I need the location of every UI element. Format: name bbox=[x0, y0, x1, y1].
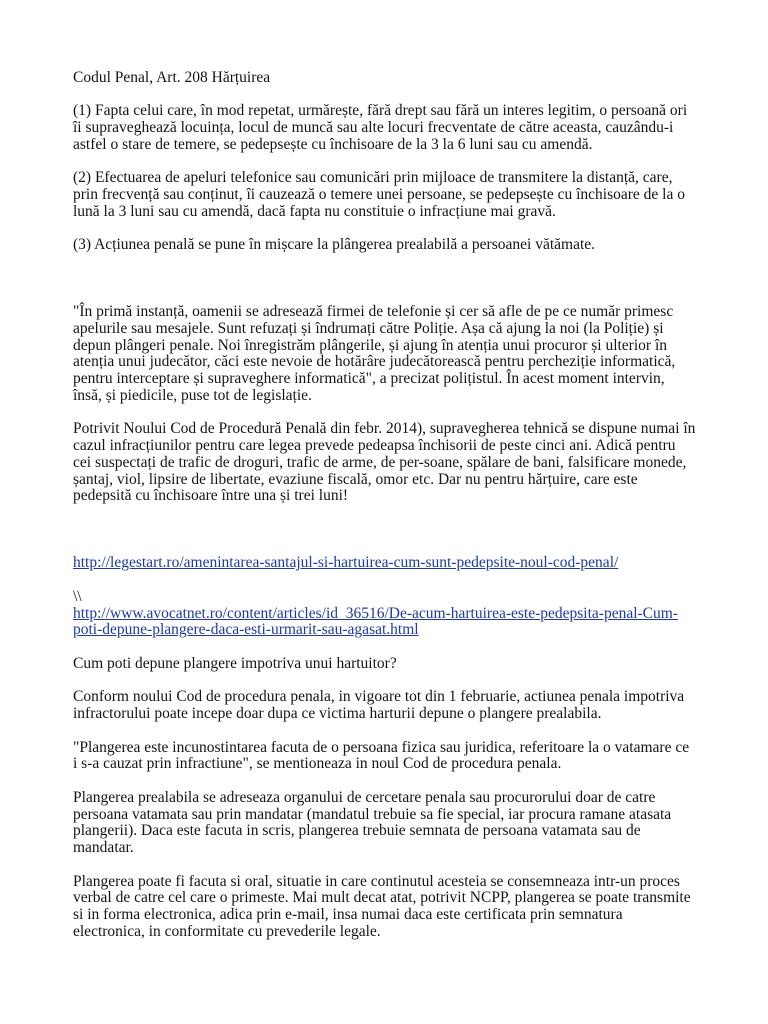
document-body bbox=[73, 70, 763, 941]
faq-answer-2 bbox=[73, 740, 763, 774]
faq-question bbox=[73, 656, 763, 673]
paragraph-line: Plangerea prealabila se adreseaza organului de cercetare penala sau procurorului doar de catre bbox=[73, 788, 656, 806]
paragraph-line: persoana vatamata sau prin mandatar (mandatul trebuie sa fie special, iar procura ramane atasata bbox=[73, 805, 672, 823]
link-line: poti-depune-plangere-daca-esti-urmarit-sau-agasat.html bbox=[73, 621, 419, 639]
paragraph-line: depun plângeri penale. Noi înregistrăm plângerile, și ajung în atenția unui procuror și ulterior în bbox=[73, 336, 667, 354]
procedure-note-paragraph bbox=[73, 421, 763, 505]
paragraph-line: infractorului poate incepe doar dupa ce victima harturii depune o plangere prealabila. bbox=[73, 705, 602, 723]
paragraph-line: verbal de catre cel care o primeste. Mai mult decat atat, potrivit NCPP, plangerea se poate transmite bbox=[73, 889, 691, 907]
paragraph-line: apelurile sau mesajele. Sunt refuzați și îndrumați către Poliție. Așa că ajung la noi (la Poliție) și bbox=[73, 319, 664, 337]
legestart-link[interactable] bbox=[73, 555, 763, 572]
paragraph-line: electronica, in conformitate cu prevederile legale. bbox=[73, 922, 381, 940]
article-paragraph-3 bbox=[73, 237, 763, 254]
question-line: Cum poti depune plangere impotriva unui hartuitor? bbox=[73, 654, 397, 672]
paragraph-line: plangerii). Daca este facuta in scris, plangerea trebuie semnata de persoana vatamata sau de bbox=[73, 822, 641, 840]
document-title bbox=[73, 70, 763, 87]
paragraph-line: (1) Fapta celui care, în mod repetat, urmărește, fără drept sau fără un interes legitim, o persoană ori bbox=[73, 102, 688, 119]
link-line: http://legestart.ro/amenintarea-santajul-si-hartuirea-cum-sunt-pedepsite-noul-cod-penal/ bbox=[73, 554, 619, 572]
paragraph-line: Conform noului Cod de procedura penala, in vigoare tot din 1 februarie, actiunea penala impotriva bbox=[73, 688, 685, 706]
faq-answer-4 bbox=[73, 874, 763, 941]
title-line: Codul Penal, Art. 208 Hărțuirea bbox=[73, 68, 271, 86]
paragraph-line: astfel o stare de temere, se pedepsește cu închisoare de la 3 la 6 luni sau cu amendă. bbox=[73, 135, 593, 153]
paragraph-line: mandatar. bbox=[73, 839, 134, 857]
faq-answer-3 bbox=[73, 790, 763, 857]
paragraph-line: pedepsită cu închisoare între una și trei luni! bbox=[73, 487, 349, 505]
paragraph-line: însă, și piedicile, puse tot de legislație. bbox=[73, 386, 312, 404]
paragraph-line: (3) Acțiunea penală se pune în mișcare la plângerea prealabilă a persoanei vătămate. bbox=[73, 236, 596, 253]
article-paragraph-1 bbox=[73, 103, 763, 153]
paragraph-line: (2) Efectuarea de apeluri telefonice sau comunicări prin mijloace de transmitere la distanță, care, bbox=[73, 169, 673, 186]
avocatnet-link[interactable] bbox=[73, 606, 763, 640]
paragraph-line: șantaj, viol, lipsire de libertate, evaziune fiscală, omor etc. Dar nu pentru hărțuire, care este bbox=[73, 470, 638, 488]
separator-line: \\ bbox=[73, 587, 82, 605]
police-quote-paragraph bbox=[73, 304, 763, 405]
article-paragraph-2 bbox=[73, 170, 763, 220]
separator-text bbox=[73, 589, 763, 606]
paragraph-line: pentru interceptare și supraveghere informatică", a precizat polițistul. În acest moment intervin, bbox=[73, 370, 665, 388]
paragraph-line: si in forma electronica, adica prin e-mail, insa numai daca este certificata prin semnatura bbox=[73, 906, 623, 924]
paragraph-line: "În primă instanță, oamenii se adresează firmei de telefonie și cer să afle de pe ce număr primesc bbox=[73, 303, 674, 321]
paragraph-line: lună la 3 luni sau cu amendă, dacă fapta nu constituie o infracțiune mai gravă. bbox=[73, 202, 556, 220]
paragraph-line: Plangerea poate fi facuta si oral, situatie in care continutul acesteia se consemneaza intr-un proces bbox=[73, 872, 680, 890]
faq-answer-1 bbox=[73, 689, 763, 723]
paragraph-line: cei suspectați de trafic de droguri, trafic de arme, de per-soane, spălare de bani, falsificare monede, bbox=[73, 453, 687, 471]
link-line: http://www.avocatnet.ro/content/articles/id_36516/De-acum-hartuirea-este-pedepsita-penal-Cum- bbox=[73, 604, 678, 622]
paragraph-line: cazul infracțiunilor pentru care legea prevede pedeapsa închisorii de peste cinci ani. Adică pentru bbox=[73, 437, 676, 455]
paragraph-line: prin frecvență sau conținut, îi cauzează o temere unei persoane, se pedepsește cu închisoare de la o bbox=[73, 185, 685, 203]
paragraph-line: Potrivit Noului Cod de Procedură Penală din febr. 2014), supravegherea tehnică se dispune numai în bbox=[73, 420, 696, 438]
paragraph-line: îi supraveghează locuința, locul de muncă sau alte locuri frecventate de către aceasta, cauzându-i bbox=[73, 118, 674, 136]
paragraph-line: i s-a cauzat prin infractiune", se mentioneaza in noul Cod de procedura penala. bbox=[73, 755, 562, 773]
paragraph-line: atenția unui judecător, căci este nevoie de hotărâre judecătorească pentru percheziție informatică, bbox=[73, 353, 676, 371]
paragraph-line: "Plangerea este incunostintarea facuta de o persoana fizica sau juridica, referitoare la o vatamare ce bbox=[73, 738, 690, 756]
